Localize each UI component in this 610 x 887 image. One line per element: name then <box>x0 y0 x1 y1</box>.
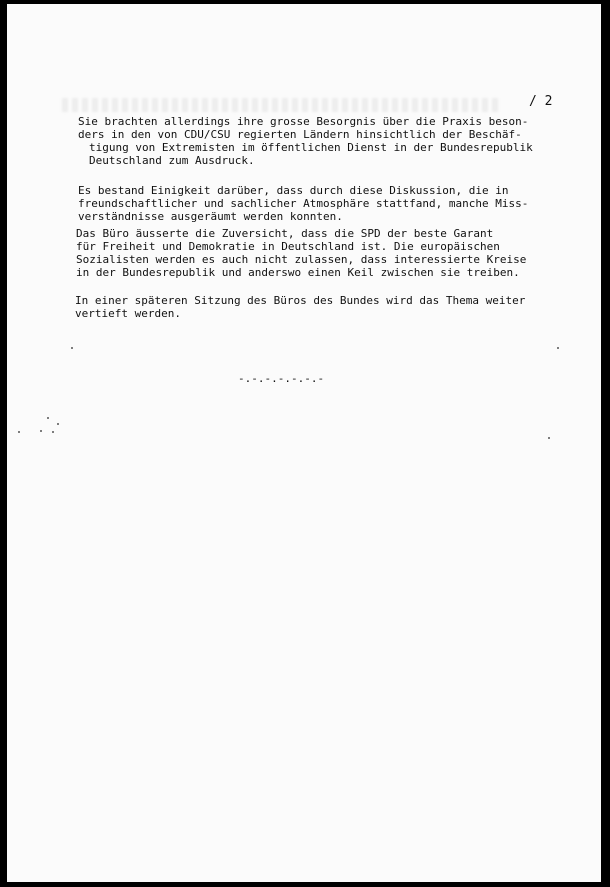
paragraph-1-line-2: ders in den von CDU/CSU regierten Ländern hinsichtlich der Beschäf- <box>78 128 522 141</box>
scan-speck <box>52 431 54 433</box>
paragraph-3-line-1: Das Büro äusserte die Zuversicht, dass die SPD der beste Garant <box>76 227 494 240</box>
paragraph-3-line-3: Sozialisten werden es auch nicht zulassen, dass interessierte Kreise <box>76 253 527 266</box>
paragraph-3-line-4: in der Bundesrepublik und anderswo einen Keil zwischen sie treiben. <box>76 266 520 279</box>
paragraph-3-line-2: für Freiheit und Demokratie in Deutschland ist. Die europäischen <box>76 240 500 253</box>
paragraph-1-line-1: Sie brachten allerdings ihre grosse Besorgnis über die Praxis beson- <box>78 115 529 128</box>
paragraph-2-line-3: verständnisse ausgeräumt werden konnten. <box>78 210 343 223</box>
paragraph-4-line-2: vertieft werden. <box>75 307 181 320</box>
paragraph-1-line-3: tigung von Extremisten im öffentlichen Dienst in der Bundesrepublik <box>89 141 533 154</box>
faint-header-bleed-through <box>62 98 502 112</box>
page-number: / 2 <box>529 94 553 109</box>
document-page <box>7 4 601 882</box>
paragraph-1-line-4: Deutschland zum Ausdruck. <box>89 154 255 167</box>
scan-speck <box>40 430 42 432</box>
scan-speck <box>18 431 20 433</box>
scan-speck <box>57 423 59 425</box>
end-separator: -.-.-.-.-.-.- <box>238 372 325 385</box>
scan-speck <box>47 417 49 419</box>
paragraph-2-line-2: freundschaftlicher und sachlicher Atmosphäre stattfand, manche Miss- <box>78 197 529 210</box>
paragraph-2-line-1: Es bestand Einigkeit darüber, dass durch diese Diskussion, die in <box>78 184 509 197</box>
paragraph-4-line-1: In einer späteren Sitzung des Büros des Bundes wird das Thema weiter <box>75 294 526 307</box>
scan-speck <box>548 437 550 439</box>
scan-speck <box>557 347 559 349</box>
scan-speck <box>71 347 73 349</box>
